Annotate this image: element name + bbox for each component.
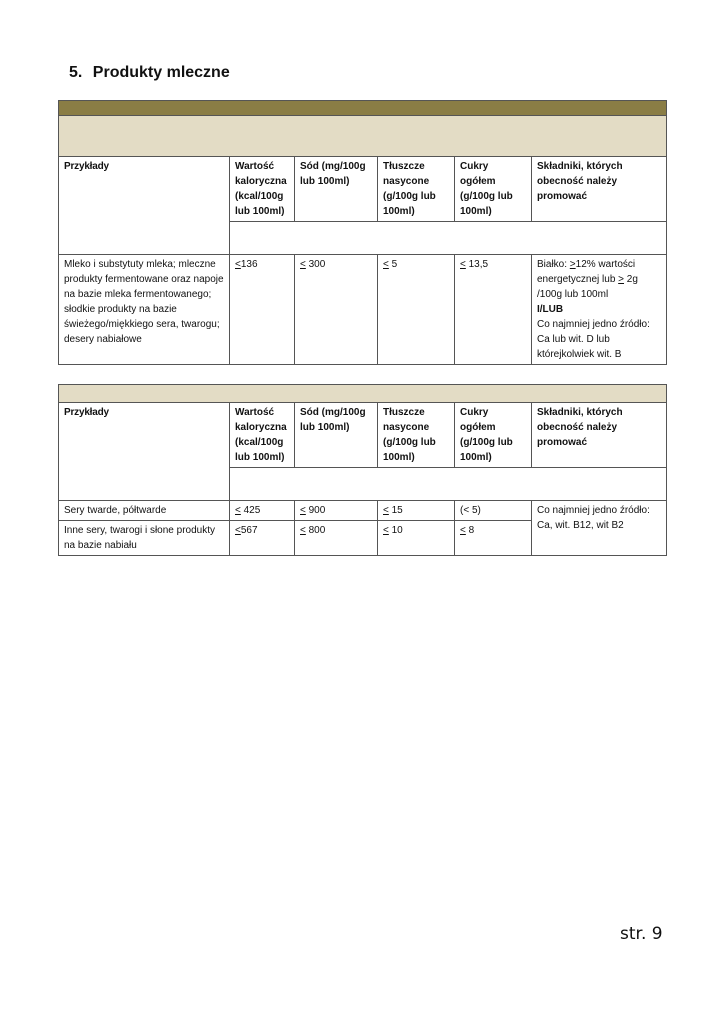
cell-energy: <136: [230, 255, 295, 365]
cell-energy: <567: [230, 521, 295, 556]
header-promote: Składniki, których obecność należy promować: [532, 157, 667, 222]
header-sodium: Sód (mg/100g lub 100ml): [295, 157, 378, 222]
cell-promote: Co najmniej jedno źródło: Ca, wit. B12, wit B2: [532, 501, 667, 556]
cell-sodium: < 900: [295, 501, 378, 521]
cell-example: Sery twarde, półtwarde: [59, 501, 230, 521]
section-title-text: Produkty mleczne: [92, 64, 230, 81]
header-fat: Tłuszcze nasycone (g/100g lub 100ml): [378, 403, 455, 468]
section-number: 5.: [69, 64, 83, 81]
header-energy: Wartość kaloryczna (kcal/100g lub 100ml): [230, 157, 295, 222]
table-row: [59, 255, 667, 365]
section-title: [69, 64, 230, 82]
header-examples: Przykłady: [59, 157, 230, 255]
cell-sodium: < 800: [295, 521, 378, 556]
table-header-row: [59, 403, 667, 468]
cell-sugar: (< 5): [455, 501, 532, 521]
table-subheader-band: [59, 385, 667, 403]
cell-sugar: < 8: [455, 521, 532, 556]
cell-fat: < 15: [378, 501, 455, 521]
table-subheader-band: [59, 116, 667, 157]
table-row: [59, 501, 667, 521]
header-sodium: Sód (mg/100g lub 100ml): [295, 403, 378, 468]
page-number: str. 9: [620, 924, 663, 944]
promote-or: I/LUB: [537, 304, 564, 315]
empty-header-row: [230, 222, 667, 255]
empty-header-row: [230, 468, 667, 501]
header-examples: Przykłady: [59, 403, 230, 501]
table-header-row: [59, 157, 667, 222]
cell-sodium: < 300: [295, 255, 378, 365]
cell-energy: < 425: [230, 501, 295, 521]
table-header-band: [59, 101, 667, 116]
header-promote: Składniki, których obecność należy promować: [532, 403, 667, 468]
header-energy: Wartość kaloryczna (kcal/100g lub 100ml): [230, 403, 295, 468]
cell-promote: Białko: >12% wartości energetycznej lub > 2g /100g lub 100ml I/LUB Co najmniej jedno źródło: Ca lub wit. D lub którejkolwiek wit. B: [532, 255, 667, 365]
header-sugar: Cukry ogółem (g/100g lub 100ml): [455, 157, 532, 222]
cell-example: Inne sery, twarogi i słone produkty na bazie nabiału: [59, 521, 230, 556]
cell-fat: < 5: [378, 255, 455, 365]
header-sugar: Cukry ogółem (g/100g lub 100ml): [455, 403, 532, 468]
cell-example: Mleko i substytuty mleka; mleczne produkty fermentowane oraz napoje na bazie mleka fermentowanego; słodkie produkty na bazie świeżego/miękkiego sera, twarogu; desery nabiałowe: [59, 255, 230, 365]
header-fat: Tłuszcze nasycone (g/100g lub 100ml): [378, 157, 455, 222]
cell-fat: < 10: [378, 521, 455, 556]
nutrition-table-1: [58, 100, 667, 365]
cell-sugar: < 13,5: [455, 255, 532, 365]
nutrition-table-2: [58, 384, 667, 556]
